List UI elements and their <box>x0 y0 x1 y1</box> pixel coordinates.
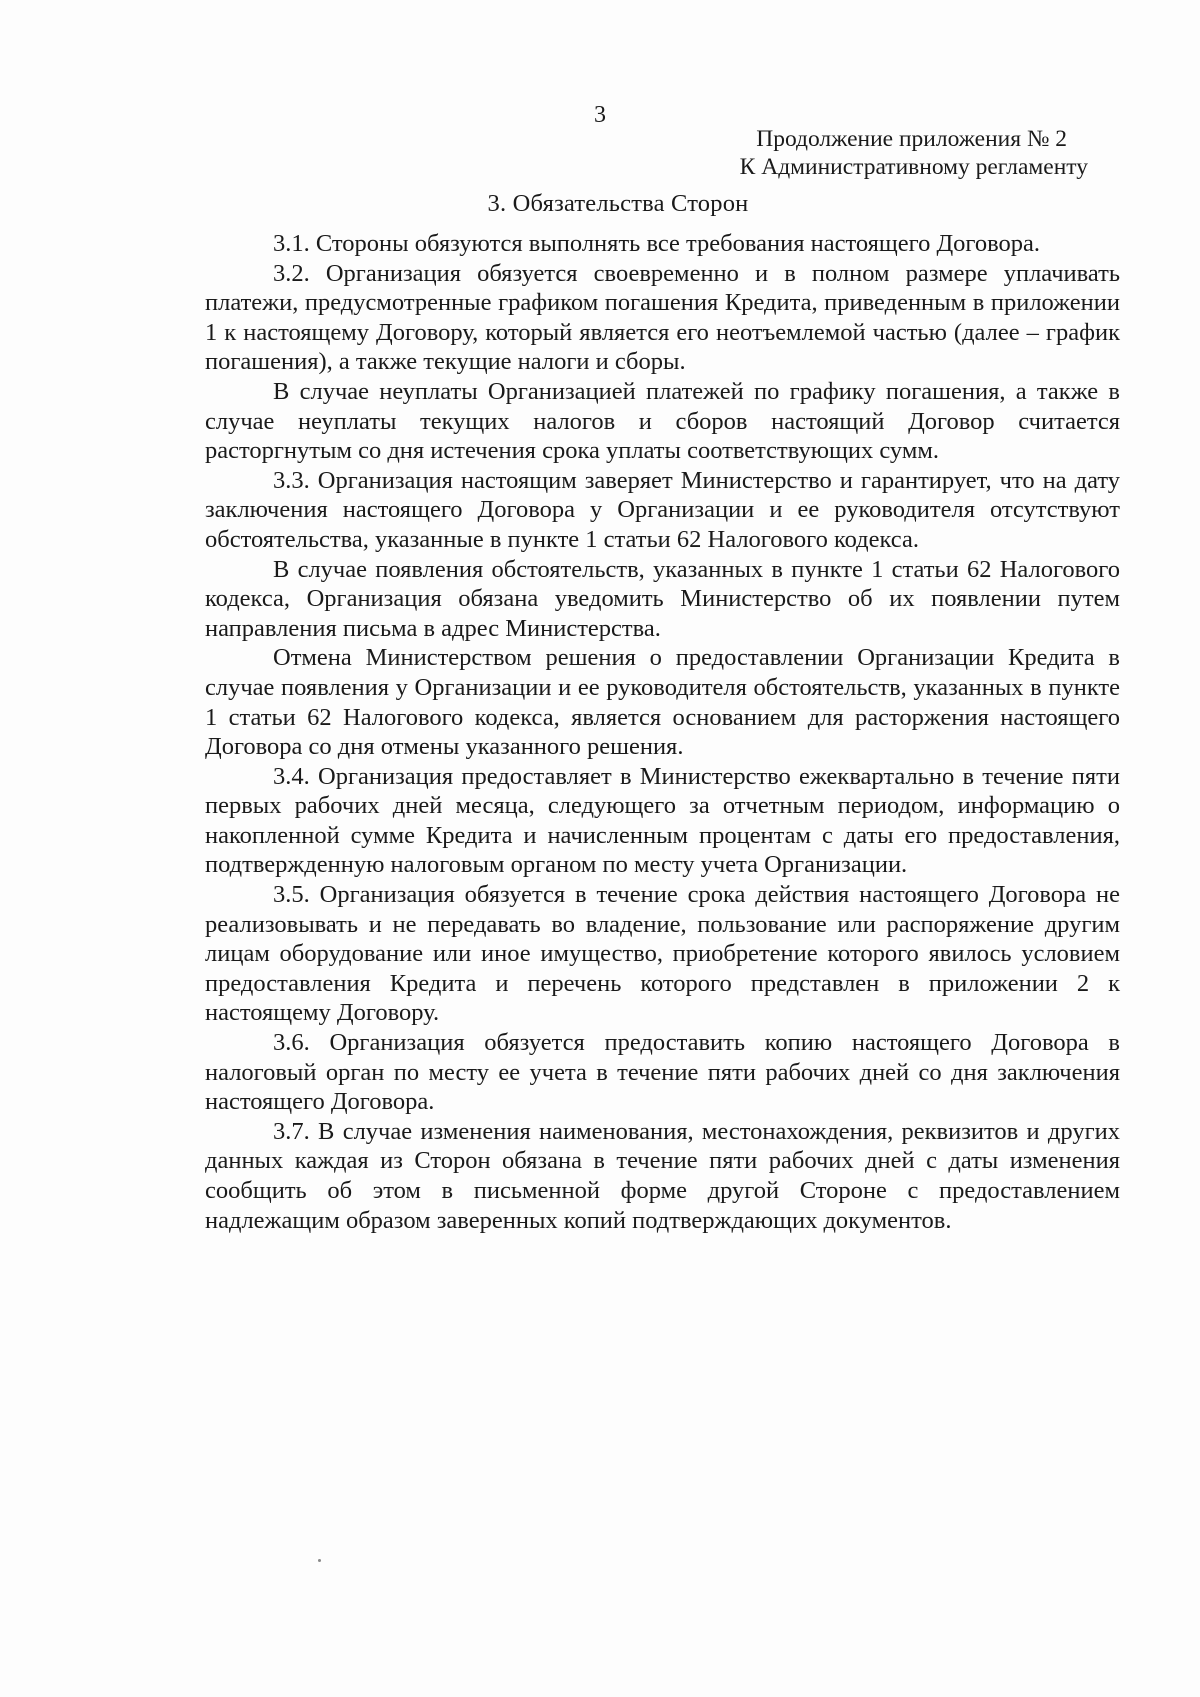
body-text <box>205 229 1120 1235</box>
paragraph-3-2: 3.2. Организация обязуется своевременно и в полном размере уплачивать платежи, предусмотренные графиком погашения Кредита, приведенным в приложении 1 к настоящему Договору, который является его неотъемлемой частью (далее – график погашения), а также текущие налоги и сборы. <box>205 259 1120 376</box>
paragraph-3-4: 3.4. Организация предоставляет в Министерство ежеквартально в течение пяти первых рабочих дней месяца, следующего за отчетным периодом, информацию о накопленной сумме Кредита и начисленным процентам с даты его предоставления, подтвержденную налоговым органом по месту учета Организации. <box>205 762 1120 879</box>
paragraph-3-5: 3.5. Организация обязуется в течение срока действия настоящего Договора не реализовывать и не передавать во владение, пользование или распоряжение другим лицам оборудование или иное имущество, приобретение которого явилось условием предоставления Кредита и перечень которого представлен в приложении 2 к настоящему Договору. <box>205 881 1120 1027</box>
scan-speck <box>318 1559 321 1562</box>
appendix-header <box>528 125 1088 181</box>
paragraph-3-1: 3.1. Стороны обязуются выполнять все требования настоящего Договора. <box>273 230 1041 257</box>
paragraph-3-3: 3.3. Организация настоящим заверяет Министерство и гарантирует, что на дату заключения настоящего Договора у Организации и ее руководителя отсутствуют обстоятельства, указанные в пункте 1 статьи 62 Налогового кодекса. <box>205 466 1120 553</box>
paragraph-3-6: 3.6. Организация обязуется предоставить копию настоящего Договора в налоговый орган по месту ее учета в течение пяти рабочих дней со дня заключения настоящего Договора. <box>205 1029 1120 1116</box>
appendix-header-line-2: К Административному регламенту <box>739 154 1088 180</box>
page-number: 3 <box>594 102 606 128</box>
paragraph-3-7: 3.7. В случае изменения наименования, местонахождения, реквизитов и других данных каждая из Сторон обязана в течение пяти рабочих дней с даты изменения сообщить об этом в письменной форме другой Стороне с предоставлением надлежащим образом заверенных копий подтверждающих документов. <box>205 1117 1120 1234</box>
paragraph-3-3-cancellation: Отмена Министерством решения о предоставлении Организации Кредита в случае появления у Организации и ее руководителя обстоятельств, указанных в пункте 1 статьи 62 Налогового кодекса, является основанием для расторжения настоящего Договора со дня отмены указанного решения. <box>205 644 1120 761</box>
section-title: 3. Обязательства Сторон <box>487 190 749 217</box>
paragraph-3-2-nonpayment: В случае неуплаты Организацией платежей по графику погашения, а также в случае неуплаты текущих налогов и сборов настоящий Договор считается расторгнутым со дня истечения срока уплаты соответствующих сумм. <box>205 377 1120 465</box>
appendix-header-line-1: Продолжение приложения № 2 <box>756 126 1067 152</box>
paragraph-3-3-notification: В случае появления обстоятельств, указанных в пункте 1 статьи 62 Налогового кодекса, Организация обязана уведомить Министерство об их появлении путем направления письма в адрес Министерства. <box>205 555 1120 642</box>
